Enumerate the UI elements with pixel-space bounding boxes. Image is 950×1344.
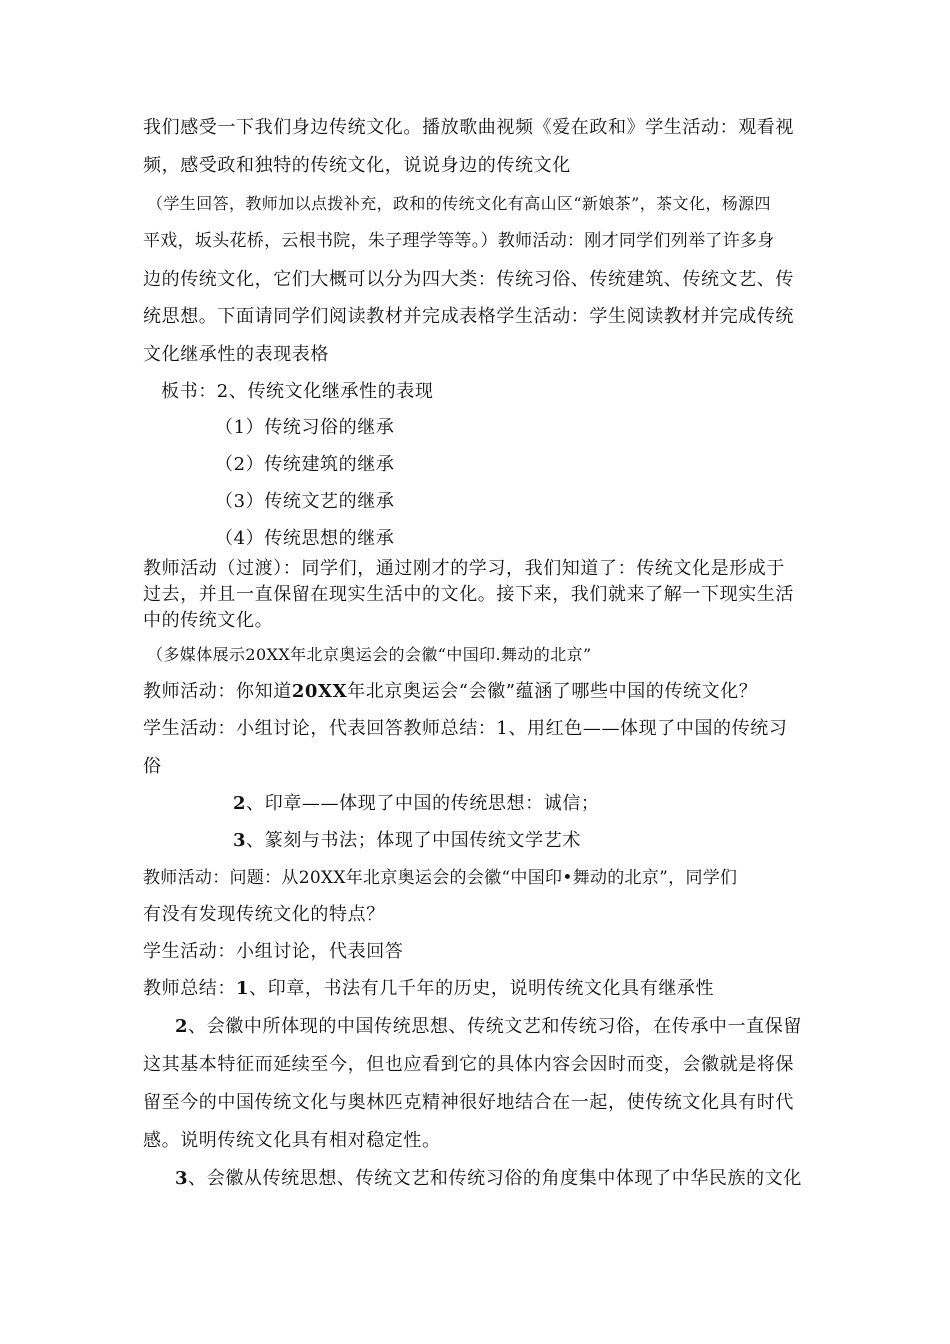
- paragraph-line: 边的传统文化，它们大概可以分为四大类：传统习俗、传统建筑、传统文艺、传: [143, 269, 794, 290]
- text-run: 、会徽中所体现的中国传统思想、传统文艺和传统习俗，在传承中一直保留: [188, 1016, 802, 1037]
- text-run: 、印章，书法有几千年的历史，说明传统文化具有继承性: [249, 978, 715, 999]
- item-number: 2: [175, 1016, 189, 1037]
- paragraph-line: 教师活动（过渡）：同学们，通过刚才的学习，我们知道了：传统文化是形成于: [143, 558, 785, 579]
- paragraph-line: 教师活动：问题：从20XX年北京奥运会的会徽“中国印•舞动的北京”，同学们: [143, 868, 738, 888]
- paragraph-line: 文化继承性的表现表格: [143, 344, 329, 365]
- paragraph-line: [175, 1167, 825, 1191]
- text-run: 、印章——体现了中国的传统思想：诚信；: [246, 793, 600, 814]
- paragraph-line: 统思想。下面请同学们阅读教材并完成表格学生活动：学生阅读教材并完成传统: [143, 306, 794, 327]
- item-number: 3: [175, 1168, 189, 1189]
- paragraph-line: 频，感受政和独特的传统文化，说说身边的传统文化: [143, 155, 571, 176]
- item-number: 3: [233, 830, 247, 851]
- summary-item: [233, 792, 913, 816]
- board-item: （4）传统思想的继承: [215, 528, 395, 549]
- paragraph-line: 感。说明传统文化具有相对稳定性。: [143, 1130, 441, 1151]
- paragraph-line: [143, 977, 823, 1001]
- paragraph-line: 俗: [143, 756, 162, 777]
- paragraph-line: 这其基本特征而延续至今，但也应看到它的具体内容会因时而变，会徽就是将保: [143, 1054, 794, 1075]
- paragraph-line: 平戏，坂头花桥，云根书院，朱子理学等等。）教师活动：刚才同学们列举了许多身: [143, 231, 775, 251]
- paragraph-line: 学生活动：小组讨论，代表回答: [143, 941, 404, 962]
- paragraph-line: [175, 1015, 825, 1039]
- board-item: （2）传统建筑的继承: [215, 454, 395, 475]
- paragraph-line: [143, 680, 823, 704]
- text-run: 、篆刻与书法；体现了中国传统文学艺术: [246, 830, 581, 851]
- paragraph-line: （多媒体展示20XX年北京奥运会的会徽“中国印.舞动的北京”: [147, 645, 592, 664]
- paragraph-line: 我们感受一下我们身边传统文化。播放歌曲视频《爱在政和》学生活动：观看视: [143, 117, 794, 138]
- board-heading: 板书：2、传统文化继承性的表现: [161, 381, 434, 402]
- text-run: 年北京奥运会“会徽”蕴涵了哪些中国的传统文化？: [347, 681, 758, 702]
- paragraph-line: 有没有发现传统文化的特点？: [143, 904, 385, 925]
- text-run: 教师活动：你知道: [143, 681, 292, 702]
- paragraph-line: 过去，并且一直保留在现实生活中的文化。接下来，我们就来了解一下现实生活: [143, 584, 794, 605]
- item-number: 2: [233, 793, 247, 814]
- paragraph-line: 学生活动：小组讨论，代表回答教师总结：1、用红色——体现了中国的传统习: [143, 718, 788, 739]
- text-run: 教师总结：: [143, 978, 236, 999]
- item-number: 1: [236, 978, 250, 999]
- board-item: （1）传统习俗的继承: [215, 417, 395, 438]
- paragraph-line: 留至今的中国传统文化与奥林匹克精神很好地结合在一起，使传统文化具有时代: [143, 1092, 794, 1113]
- text-run-bold: 20XX: [291, 681, 348, 702]
- text-run: 、会徽从传统思想、传统文艺和传统习俗的角度集中体现了中华民族的文化: [188, 1168, 802, 1189]
- board-item: （3）传统文艺的继承: [215, 491, 395, 512]
- paragraph-line: （学生回答，教师加以点拨补充，政和的传统文化有高山区“新娘茶”，茶文化，杨源四: [147, 194, 771, 213]
- paragraph-line: 中的传统文化。: [143, 610, 274, 631]
- summary-item: [233, 829, 913, 853]
